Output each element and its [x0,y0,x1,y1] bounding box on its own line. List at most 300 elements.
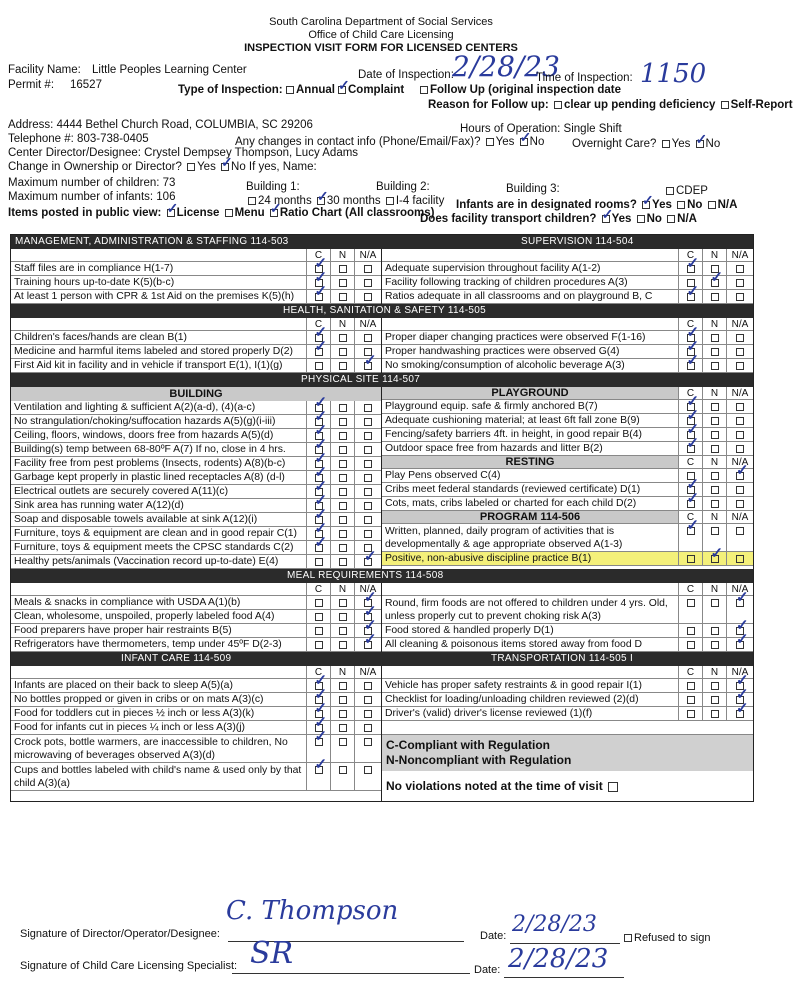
noncompliant-checkbox[interactable] [339,488,347,496]
cell-c [679,262,703,275]
checklist-row [382,552,753,566]
noncompliant-checkbox[interactable] [711,627,719,635]
compliant-checkbox[interactable] [315,641,323,649]
noncompliant-checkbox[interactable] [339,446,347,454]
na-checkbox[interactable] [736,486,744,494]
cell-na [355,638,381,651]
col-c: C [679,666,703,678]
noncompliant-checkbox[interactable] [339,516,347,524]
col-c: C [679,511,703,523]
compliant-checkbox[interactable] [687,555,695,563]
noncompliant-checkbox[interactable] [339,293,347,301]
compliant-checkbox[interactable] [687,627,695,635]
form-title: INSPECTION VISIT FORM FOR LICENSED CENTERS [244,42,518,54]
cell-n [331,596,355,609]
col-n: N [331,249,355,261]
max-children: Maximum number of children: 73 [8,177,176,189]
type-complaint: ✓ Complaint [336,84,404,97]
transport-na-checkbox[interactable] [667,215,675,223]
checklist-item-label: Facility following tracking of children procedures A(3) [382,276,679,289]
noncompliant-checkbox[interactable] [339,696,347,704]
cell-n [703,345,727,358]
na-checkbox[interactable] [736,362,744,370]
compliant-checkbox[interactable] [687,500,695,508]
clear-deficiency-checkbox[interactable] [554,101,562,109]
na-checkbox[interactable] [736,348,744,356]
inspection-grid [10,234,754,802]
noncompliant-checkbox[interactable] [339,558,347,566]
cell-c [307,359,331,372]
subsection-header: BUILDING [11,387,381,401]
cell-n [331,276,355,289]
office-name: Office of Child Care Licensing [308,29,454,41]
cell-c [679,679,703,692]
column-header-label [11,583,307,595]
checklist-item-label: Children's faces/hands are clean B(1) [11,331,307,344]
cell-c [679,552,703,565]
noncompliant-checkbox[interactable] [339,265,347,273]
na-checkbox[interactable] [736,445,744,453]
compliant-checkbox[interactable] [315,362,323,370]
noncompliant-checkbox[interactable] [339,530,347,538]
checklist-item-label: No bottles propped or given in cribs or on mats A(3)(c) [11,693,307,706]
cell-n [703,359,727,372]
cell-n [703,679,727,692]
checklist-item-label: Adequate cushioning material; at least 6ft fall zone B(9) [382,414,679,427]
noncompliant-checkbox[interactable] [339,738,347,746]
col-n: N [331,583,355,595]
compliant-checkbox[interactable] [315,293,323,301]
noncompliant-checkbox[interactable] [711,445,719,453]
col-c: C [679,249,703,261]
transport-no-checkbox[interactable] [637,215,645,223]
cell-n [331,443,355,456]
na-checkbox[interactable] [364,432,372,440]
column-header-label [11,318,307,330]
checklist-row [11,345,381,359]
cell-n [703,624,727,637]
compliant-checkbox[interactable] [687,445,695,453]
checklist-item-label: No smoking/consumption of alcoholic beverage A(3) [382,359,679,372]
cell-n [331,457,355,470]
cell-n [331,638,355,651]
cell-na [355,763,381,790]
noncompliant-checkbox[interactable] [339,627,347,635]
cell-n [703,469,727,482]
contact-yes-checkbox[interactable] [486,138,494,146]
na-checkbox[interactable] [364,710,372,718]
na-checkbox[interactable] [364,724,372,732]
col-c: C [307,318,331,330]
na-checkbox[interactable] [736,279,744,287]
cell-c [679,290,703,303]
compliant-checkbox[interactable] [315,544,323,552]
noncompliant-checkbox[interactable] [339,418,347,426]
checklist-item-label: Healthy pets/animals (Vaccination record up-to-date) E(4) [11,555,307,568]
column-header-label: PROGRAM 114-506 [382,511,679,523]
cell-n [331,541,355,554]
overnight-care: Overnight Care? Yes ✓ No [572,138,720,151]
checklist-item-label: At least 1 person with CPR & 1st Aid on the premises K(5)(h) [11,290,307,303]
cell-na [355,276,381,289]
compliant-checkbox[interactable] [315,766,323,774]
noncompliant-checkbox[interactable] [711,472,719,480]
time-label: Time of Inspection: [536,72,633,84]
cell-c [679,497,703,510]
col-n: N [703,456,727,468]
cell-n [703,442,727,455]
col-na: N/A [731,319,749,330]
cell-n [331,429,355,442]
noncompliant-checkbox[interactable] [711,362,719,370]
na-checkbox[interactable] [364,682,372,690]
noncompliant-checkbox[interactable] [711,641,719,649]
permit-label: Permit #: [8,79,55,91]
compliant-checkbox[interactable] [687,265,695,273]
checklist-item-label: Garbage kept properly in plastic lined receptacles A(8) (d-l) [11,471,307,484]
checklist-item-label: Food stored & handled properly D(1) [382,624,679,637]
cell-na [727,400,753,413]
cell-na [727,442,753,455]
date-label-2: Date: [474,964,501,976]
cell-n [331,763,355,790]
noncompliant-checkbox[interactable] [339,710,347,718]
cell-n [331,721,355,734]
column-header [382,583,753,596]
checklist-item-label: Medicine and harmful items labeled and stored properly D(2) [11,345,307,358]
checklist-row [11,638,381,652]
checklist-item-label: Driver's (valid) driver's license reviewed (1)(f) [382,707,679,720]
age-30-checkbox[interactable] [317,197,325,205]
compliant-checkbox[interactable] [315,613,323,621]
cell-na [355,443,381,456]
col-c: C [307,583,331,595]
noncompliant-checkbox[interactable] [711,710,719,718]
cell-na [355,429,381,442]
col-n: N [703,318,727,330]
refused-checkbox[interactable] [624,934,632,942]
overnight-no-checkbox[interactable] [696,140,704,148]
cell-c [679,442,703,455]
noncompliant-checkbox[interactable] [339,544,347,552]
checklist-item-label: All cleaning & poisonous items stored away from food D [382,638,679,651]
compliant-checkbox[interactable] [687,641,695,649]
management-column [11,249,382,304]
checklist-row [382,638,753,652]
checklist-item-label: Building(s) temp between 68-80ºF A(7) If no, close in 4 hrs. [11,443,307,456]
section-bar-management: MANAGEMENT, ADMINISTRATION & STAFFING 114-503 SUPERVISION 114-504 [11,235,753,249]
na-checkbox[interactable] [736,403,744,411]
specialist-date: 2/28/23 [508,944,609,974]
cell-na [727,483,753,496]
noncompliant-checkbox[interactable] [339,682,347,690]
time-value: 1150 [640,59,707,89]
specialist-signature-line [232,973,470,974]
checklist-item-label: Refrigerators have thermometers, temp under 45ºF D(2-3) [11,638,307,651]
column-header-label [382,249,679,261]
checklist-item-label: Checklist for loading/unloading children reviewed (2)(d) [382,693,679,706]
specialist-signature: SR [250,936,294,971]
checklist-item-label: Cups and bottles labeled with child's name & used only by that child A(3)(a) [11,763,307,790]
noncompliant-checkbox[interactable] [339,724,347,732]
cell-c [307,638,331,651]
cell-c [679,624,703,637]
checklist-row [382,359,753,373]
col-na: N/A [731,250,749,261]
reason-followup: Reason for Follow up: clear up pending deficiency Self-Report [428,99,793,111]
na-checkbox[interactable] [364,530,372,538]
cell-n [703,638,727,651]
contact-changes: Any changes in contact info (Phone/Email/Fax)? Yes ✓ No [235,136,544,149]
compliant-checkbox[interactable] [687,696,695,704]
col-n: N [703,583,727,595]
checklist-item-label: Soap and disposable towels available at sink A(12)(i) [11,513,307,526]
cell-n [331,555,355,568]
cell-n [331,345,355,358]
column-header-label: PLAYGROUND [382,387,679,399]
self-report-checkbox[interactable] [721,101,729,109]
checklist-item-label: Playground equip. safe & firmly anchored B(7) [382,400,679,413]
na-checkbox[interactable] [364,279,372,287]
noncompliant-checkbox[interactable] [711,348,719,356]
ownership-no-checkbox[interactable] [221,163,229,171]
noncompliant-checkbox[interactable] [711,555,719,563]
type-label: Type of Inspection: [178,84,283,96]
compliant-checkbox[interactable] [687,527,695,535]
na-checkbox[interactable] [364,766,372,774]
na-checkbox[interactable] [736,293,744,301]
na-checkbox[interactable] [364,516,372,524]
na-checkbox[interactable] [736,265,744,273]
cell-n [703,707,727,720]
noncompliant-checkbox[interactable] [339,404,347,412]
cell-n [331,290,355,303]
director-date: 2/28/23 [512,912,597,937]
compliant-checkbox[interactable] [315,738,323,746]
complaint-checkbox[interactable] [338,86,346,94]
cell-na [727,414,753,427]
supervision-column [382,249,753,304]
permit-number: 16527 [70,79,102,91]
na-checkbox[interactable] [364,293,372,301]
noncompliant-checkbox[interactable] [339,348,347,356]
na-checkbox[interactable] [364,334,372,342]
na-checkbox[interactable] [736,431,744,439]
noncompliant-checkbox[interactable] [711,500,719,508]
noncompliant-checkbox[interactable] [711,431,719,439]
na-checkbox[interactable] [736,555,744,563]
meal-left-column [11,583,382,652]
ownership-change: Change in Ownership or Director? Yes ✓ No If yes, Name: [8,161,317,174]
cell-n [331,735,355,762]
cell-na [727,552,753,565]
col-n: N [331,318,355,330]
cell-n [703,414,727,427]
compliant-checkbox[interactable] [687,293,695,301]
noncompliant-checkbox[interactable] [339,641,347,649]
col-n: N [703,666,727,678]
cell-n [331,262,355,275]
legend-noncompliant: N-Noncompliant with Regulation [386,753,572,767]
transport-spacer [382,721,753,735]
checklist-item-label: Infants are placed on their back to sleep A(5)(a) [11,679,307,692]
compliant-checkbox[interactable] [315,599,323,607]
cell-n [331,471,355,484]
ownership-yes-checkbox[interactable] [187,163,195,171]
na-checkbox[interactable] [364,362,372,370]
infants-no-checkbox[interactable] [677,201,685,209]
na-checkbox[interactable] [364,418,372,426]
col-na: N/A [359,584,377,595]
checklist-item-label: Outdoor space free from hazards and litter B(2) [382,442,679,455]
cell-na [727,345,753,358]
infant-age-options: 24 months ✓ 30 months I-4 facility [246,195,444,208]
na-checkbox[interactable] [364,265,372,273]
noncompliant-checkbox[interactable] [711,403,719,411]
cell-na [727,331,753,344]
column-header-label [382,666,679,678]
noncompliant-checkbox[interactable] [711,682,719,690]
compliant-checkbox[interactable] [315,627,323,635]
col-c: C [679,583,703,595]
compliant-checkbox[interactable] [687,710,695,718]
noncompliant-checkbox[interactable] [711,696,719,704]
checklist-row [11,555,381,569]
cell-na [355,693,381,706]
col-n: N [703,249,727,261]
noncompliant-checkbox[interactable] [339,502,347,510]
checklist-item-label: Staff files are in compliance H(1-7) [11,262,307,275]
na-checkbox[interactable] [364,488,372,496]
checklist-item-label: Fencing/safety barriers 4ft. in height, in good repair B(4) [382,428,679,441]
noncompliant-checkbox[interactable] [711,486,719,494]
transport-yes-checkbox[interactable] [602,215,610,223]
contact-no-checkbox[interactable] [520,138,528,146]
noncompliant-checkbox[interactable] [339,432,347,440]
cell-n [703,693,727,706]
cdep-checkbox[interactable] [666,187,674,195]
na-checkbox[interactable] [364,446,372,454]
checklist-item-label: No strangulation/choking/suffocation hazards A(5)(g)(i-iii) [11,415,307,428]
noncompliant-checkbox[interactable] [339,474,347,482]
cell-n [331,707,355,720]
section-bar-health: HEALTH, SANITATION & SAFETY 114-505 [11,304,753,318]
na-checkbox[interactable] [736,599,744,607]
noncompliant-checkbox[interactable] [339,362,347,370]
na-checkbox[interactable] [736,334,744,342]
compliant-checkbox[interactable] [687,599,695,607]
checklist-item-label: Electrical outlets are securely covered A(11)(c) [11,485,307,498]
checklist-item-label: Meals & snacks in compliance with USDA A(1)(b) [11,596,307,609]
noncompliant-checkbox[interactable] [339,460,347,468]
checklist-row [11,290,381,304]
license-checkbox[interactable] [167,209,175,217]
compliant-checkbox[interactable] [315,348,323,356]
col-n: N [703,511,727,523]
no-violations-checkbox[interactable] [608,782,618,792]
compliant-checkbox[interactable] [687,682,695,690]
cell-n [331,610,355,623]
cell-na [355,721,381,734]
noncompliant-checkbox[interactable] [339,334,347,342]
na-checkbox[interactable] [364,460,372,468]
na-checkbox[interactable] [736,710,744,718]
noncompliant-checkbox[interactable] [339,279,347,287]
cell-na [727,262,753,275]
compliant-checkbox[interactable] [315,558,323,566]
noncompliant-checkbox[interactable] [711,599,719,607]
ratio-checkbox[interactable] [270,209,278,217]
col-c: C [679,318,703,330]
cell-na [727,276,753,289]
checklist-item-label: Facility free from pest problems (Insects, rodents) A(8)(b-c) [11,457,307,470]
noncompliant-checkbox[interactable] [711,527,719,535]
followup-checkbox[interactable] [420,86,428,94]
noncompliant-checkbox[interactable] [711,417,719,425]
noncompliant-checkbox[interactable] [711,293,719,301]
na-checkbox[interactable] [736,527,744,535]
cell-c [307,555,331,568]
na-checkbox[interactable] [364,558,372,566]
na-checkbox[interactable] [736,417,744,425]
noncompliant-checkbox[interactable] [339,766,347,774]
checklist-row [11,541,381,555]
cell-c [307,290,331,303]
noncompliant-checkbox[interactable] [711,334,719,342]
overnight-yes-checkbox[interactable] [662,140,670,148]
na-checkbox[interactable] [736,472,744,480]
na-checkbox[interactable] [364,474,372,482]
cell-n [331,331,355,344]
checklist-item-label: Furniture, toys & equipment meets the CPSC standards C(2) [11,541,307,554]
age-24-checkbox[interactable] [248,197,256,205]
cdep: CDEP [664,185,708,198]
checklist-row [382,497,753,511]
na-checkbox[interactable] [364,641,372,649]
facility-14-checkbox[interactable] [386,197,394,205]
col-na: N/A [731,667,749,678]
menu-checkbox[interactable] [225,209,233,217]
na-checkbox[interactable] [736,500,744,508]
cell-na [727,638,753,651]
noncompliant-checkbox[interactable] [339,613,347,621]
checklist-item-label: Vehicle has proper safety restraints & in good repair I(1) [382,679,679,692]
hours-of-operation: Hours of Operation: Single Shift [460,123,622,135]
compliant-checkbox[interactable] [687,362,695,370]
center-director: Center Director/Designee: Crystel Dempsey Thompson, Lucy Adams [8,147,359,159]
transport-column [382,666,753,801]
na-checkbox[interactable] [364,738,372,746]
na-checkbox[interactable] [364,502,372,510]
cell-na [727,359,753,372]
col-na: N/A [731,512,749,523]
noncompliant-checkbox[interactable] [711,279,719,287]
noncompliant-checkbox[interactable] [339,599,347,607]
na-checkbox[interactable] [364,404,372,412]
cell-na [727,497,753,510]
cell-n [703,497,727,510]
na-checkbox[interactable] [364,696,372,704]
checklist-item-label: Crock pots, bottle warmers, are inaccessible to children, No microwaving of beverages observed A(3)(d) [11,735,307,762]
infants-na-checkbox[interactable] [708,201,716,209]
annual-checkbox[interactable] [286,86,294,94]
cell-n [331,485,355,498]
na-checkbox[interactable] [736,641,744,649]
infants-yes-checkbox[interactable] [642,201,650,209]
checklist-row [11,624,381,638]
checklist-row [11,763,381,791]
address: Address: 4444 Bethel Church Road, COLUMBIA, SC 29206 [8,119,313,131]
